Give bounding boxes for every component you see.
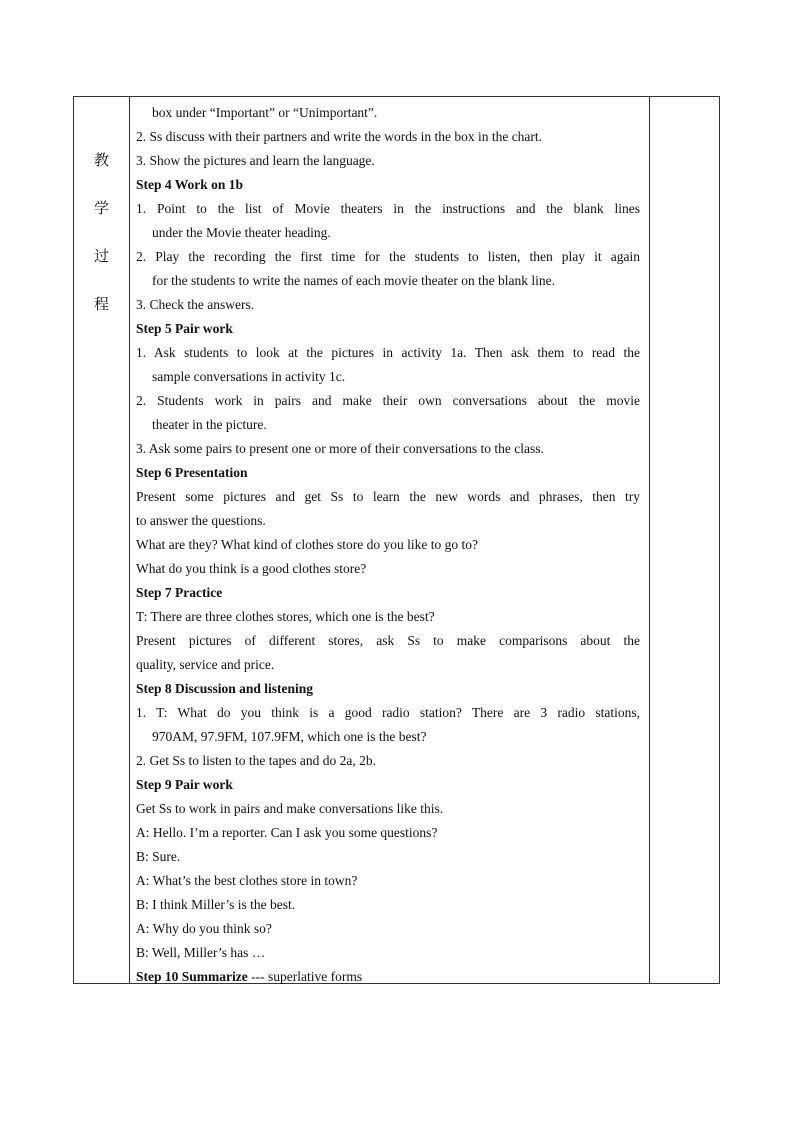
- text-line: What are they? What kind of clothes store do you like to go to?: [136, 537, 479, 552]
- step-heading: Step 4 Work on 1b: [136, 177, 244, 192]
- lesson-steps: [136, 101, 640, 989]
- text-line: box under “Important” or “Unimportant”.: [152, 105, 378, 120]
- side-label-char: 教: [93, 151, 109, 169]
- step-heading: Step 8 Discussion and listening: [136, 681, 314, 696]
- text-line: to answer the questions.: [136, 513, 266, 528]
- step-heading: Step 6 Presentation: [136, 465, 248, 480]
- text-line: 3. Check the answers.: [136, 297, 255, 312]
- text-line: Present some pictures and get Ss to learn the new words and phrases, then try: [136, 489, 640, 504]
- text-line: quality, service and price.: [136, 657, 275, 672]
- side-label-char: 学: [93, 199, 109, 217]
- step-heading: Step 9 Pair work: [136, 777, 233, 792]
- text-line: A: Hello. I’m a reporter. Can I ask you some questions?: [136, 825, 438, 840]
- column-divider-right: [649, 97, 650, 983]
- text-line: 2. Play the recording the first time for the students to listen, then play it again: [136, 249, 640, 264]
- text-line: [136, 965, 640, 989]
- text-line: under the Movie theater heading.: [152, 225, 331, 240]
- text-line: 1. Ask students to look at the pictures in activity 1a. Then ask them to read the: [136, 345, 640, 360]
- text-line: A: Why do you think so?: [136, 921, 272, 936]
- text-line: 1. T: What do you think is a good radio station? There are 3 radio stations,: [136, 705, 640, 720]
- text-line: What do you think is a good clothes store?: [136, 561, 367, 576]
- step-heading: Step 10 Summarize: [136, 969, 248, 984]
- text-line: B: I think Miller’s is the best.: [136, 897, 296, 912]
- text-line: 970AM, 97.9FM, 107.9FM, which one is the best?: [152, 729, 427, 744]
- column-divider-left: [129, 97, 130, 983]
- text-line: 2. Students work in pairs and make their own conversations about the movie: [136, 393, 640, 408]
- text-line: sample conversations in activity 1c.: [152, 369, 346, 384]
- text-line: theater in the picture.: [152, 417, 267, 432]
- step-heading: Step 7 Practice: [136, 585, 223, 600]
- text-line: B: Well, Miller’s has …: [136, 945, 266, 960]
- text-line: T: There are three clothes stores, which one is the best?: [136, 609, 435, 624]
- text-line: Get Ss to work in pairs and make conversations like this.: [136, 801, 444, 816]
- text-line: 2. Get Ss to listen to the tapes and do 2a, 2b.: [136, 753, 376, 768]
- text-line: 2. Ss discuss with their partners and write the words in the box in the chart.: [136, 129, 543, 144]
- text-line: 1. Point to the list of Movie theaters in the instructions and the blank lines: [136, 201, 640, 216]
- step-heading: Step 5 Pair work: [136, 321, 233, 336]
- text-line: A: What’s the best clothes store in town?: [136, 873, 358, 888]
- text-line: for the students to write the names of each movie theater on the blank line.: [152, 273, 555, 288]
- text-line: Present pictures of different stores, ask Ss to make comparisons about the: [136, 633, 640, 648]
- lesson-table: [73, 96, 720, 984]
- side-label-char: 过: [93, 247, 109, 265]
- text-line: 3. Ask some pairs to present one or more of their conversations to the class.: [136, 441, 544, 456]
- side-label-char: 程: [93, 295, 109, 313]
- text-line: 3. Show the pictures and learn the language.: [136, 153, 375, 168]
- step-subtitle: --- superlative forms: [247, 969, 363, 984]
- text-line: B: Sure.: [136, 849, 181, 864]
